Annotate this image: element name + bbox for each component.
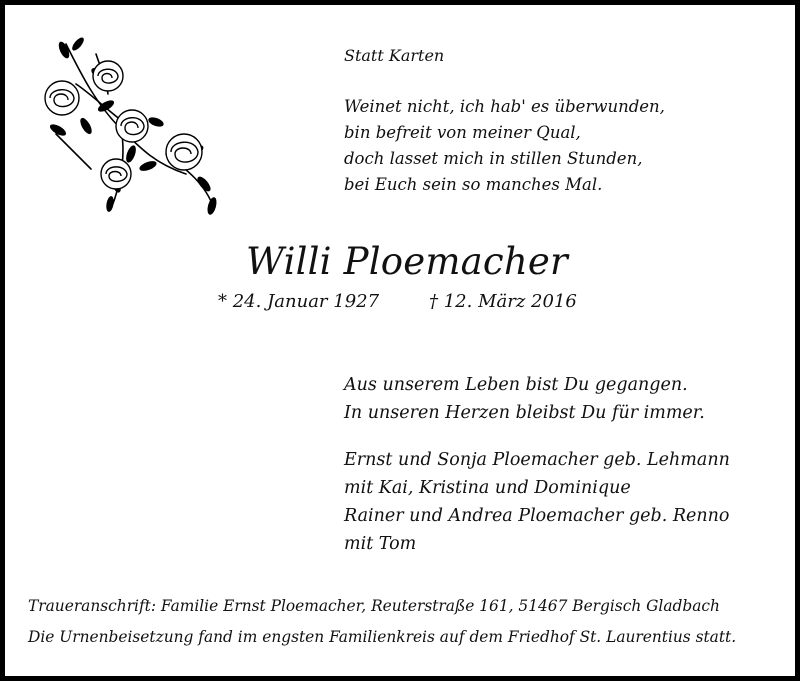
family-line: mit Kai, Kristina und Dominique bbox=[344, 478, 631, 498]
family-line: Ernst und Sonja Ploemacher geb. Lehmann bbox=[344, 450, 730, 470]
poem-line: Weinet nicht, ich hab' es überwunden, bbox=[344, 97, 665, 116]
deceased-name: Willi Ploemacher bbox=[246, 240, 568, 283]
birth-date: * 24. Januar 1927 bbox=[218, 291, 380, 312]
burial-note: Die Urnenbeisetzung fand im engsten Familienkreis auf dem Friedhof St. Laurentius statt. bbox=[28, 628, 737, 646]
verse-line: In unseren Herzen bleibst Du für immer. bbox=[344, 403, 705, 423]
poem-line: bei Euch sein so manches Mal. bbox=[344, 175, 603, 194]
mourning-address: Traueranschrift: Familie Ernst Ploemacher, Reuterstraße 161, 51467 Bergisch Gladbach bbox=[28, 597, 720, 615]
death-date: † 12. März 2016 bbox=[429, 291, 577, 312]
poem-line: doch lasset mich in stillen Stunden, bbox=[344, 149, 643, 168]
memorial-verse bbox=[344, 371, 705, 427]
family-line: mit Tom bbox=[344, 534, 417, 554]
family-line: Rainer und Andrea Ploemacher geb. Renno bbox=[344, 506, 730, 526]
verse-line: Aus unserem Leben bist Du gegangen. bbox=[344, 375, 688, 395]
family-list bbox=[344, 446, 730, 558]
rose-branch-icon bbox=[36, 34, 226, 216]
statt-karten-label: Statt Karten bbox=[344, 46, 445, 65]
poem bbox=[344, 94, 665, 198]
poem-line: bin befreit von meiner Qual, bbox=[344, 123, 581, 142]
